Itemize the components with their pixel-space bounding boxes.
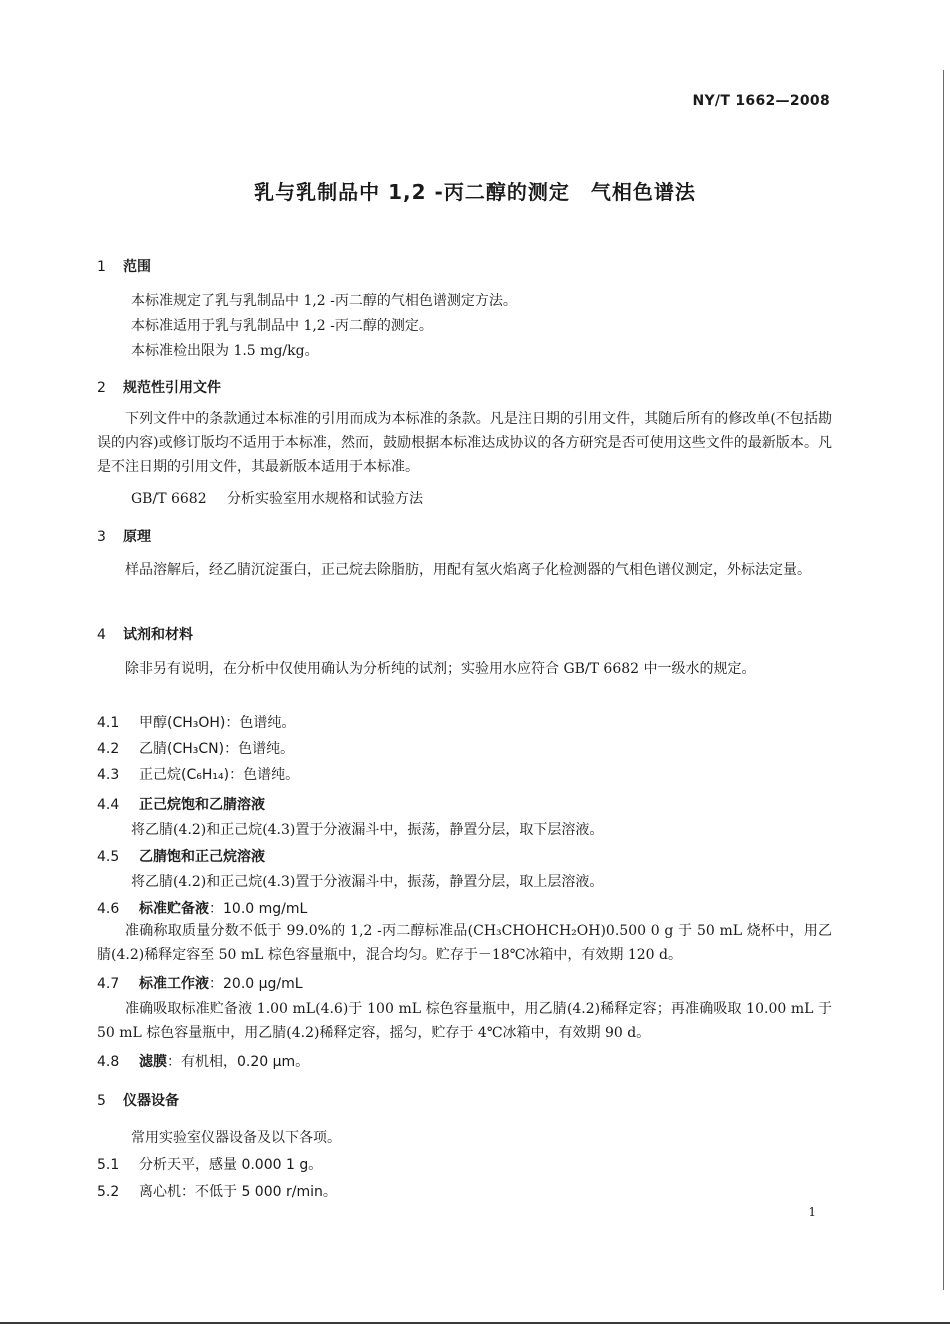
item-number: 4.7 bbox=[97, 976, 120, 992]
section-4-paragraph: 除非另有说明，在分析中仅使用确认为分析纯的试剂；实验用水应符合 GB/T 6682 中一级水的规定。 bbox=[125, 661, 756, 677]
item-number: 4.8 bbox=[97, 1054, 120, 1070]
item-4-7-heading bbox=[97, 973, 303, 993]
item-4-5-text: 将乙腈(4.2)和正己烷(4.3)置于分液漏斗中，振荡，静置分层，取上层溶液。 bbox=[131, 874, 604, 890]
item-4-5-heading bbox=[97, 846, 265, 866]
item-5-1 bbox=[97, 1154, 322, 1174]
item-value: ：10.0 mg/mL bbox=[209, 901, 308, 917]
section-title: 原理 bbox=[123, 529, 151, 545]
normative-reference bbox=[131, 488, 423, 508]
section-number: 5 bbox=[97, 1093, 106, 1109]
item-value: ：有机相，0.20 μm。 bbox=[167, 1054, 310, 1070]
item-title: 标准工作液 bbox=[139, 976, 209, 992]
item-number: 5.1 bbox=[97, 1157, 120, 1173]
item-4-7-text: 准确吸取标准贮备液 1.00 mL(4.6)于 100 mL 棕色容量瓶中，用乙腈(4.2)稀释定容；再准确吸取 10.00 mL 于 50 mL 棕色容量瓶中，用乙腈(4.2)稀释定容，摇匀，贮存于 4℃冰箱中，有效期 90 d。 bbox=[97, 1001, 832, 1041]
section-4-heading bbox=[97, 624, 193, 644]
section-title: 仪器设备 bbox=[123, 1093, 179, 1109]
item-value: ：20.0 μg/mL bbox=[209, 976, 303, 992]
section-title: 试剂和材料 bbox=[123, 627, 193, 643]
item-4-2 bbox=[97, 738, 294, 758]
document-title: 乳与乳制品中 1,2 -丙二醇的测定 气相色谱法 bbox=[254, 180, 696, 204]
section-2-heading bbox=[97, 377, 221, 397]
item-number: 4.2 bbox=[97, 741, 120, 757]
item-title: 滤膜 bbox=[139, 1054, 167, 1070]
item-4-4-heading bbox=[97, 794, 265, 814]
section-5-paragraph: 常用实验室仪器设备及以下各项。 bbox=[131, 1130, 341, 1146]
section-number: 4 bbox=[97, 627, 106, 643]
page-number: 1 bbox=[808, 1205, 816, 1219]
item-4-8 bbox=[97, 1051, 309, 1071]
section-1-line-3: 本标准检出限为 1.5 mg/kg。 bbox=[131, 343, 319, 359]
item-text: 正己烷(C₆H₁₄)：色谱纯。 bbox=[139, 767, 300, 783]
section-5-heading bbox=[97, 1090, 179, 1110]
section-1-line-1: 本标准规定了乳与乳制品中 1,2 -丙二醇的气相色谱测定方法。 bbox=[131, 293, 517, 309]
item-text: 分析天平，感量 0.000 1 g。 bbox=[139, 1157, 323, 1173]
reference-code: GB/T 6682 bbox=[131, 491, 207, 507]
item-number: 4.4 bbox=[97, 797, 120, 813]
section-number: 1 bbox=[97, 259, 106, 275]
item-title: 正己烷饱和乙腈溶液 bbox=[139, 797, 265, 813]
item-4-6-text: 准确称取质量分数不低于 99.0%的 1,2 -丙二醇标准品(CH₃CHOHCH₂OH)0.500 0 g 于 50 mL 烧杯中，用乙腈(4.2)稀释定容至 50 mL 棕色容量瓶中，混合均匀。贮存于－18℃冰箱中，有效期 120 d。 bbox=[97, 923, 832, 963]
item-number: 4.5 bbox=[97, 849, 120, 865]
scan-edge-right bbox=[943, 70, 944, 1290]
standard-code: NY/T 1662—2008 bbox=[692, 93, 830, 109]
section-title: 规范性引用文件 bbox=[123, 380, 221, 396]
item-number: 4.6 bbox=[97, 901, 120, 917]
section-number: 3 bbox=[97, 529, 106, 545]
section-number: 2 bbox=[97, 380, 106, 396]
item-title: 乙腈饱和正己烷溶液 bbox=[139, 849, 265, 865]
item-5-2 bbox=[97, 1181, 337, 1201]
item-4-6-heading bbox=[97, 898, 307, 918]
section-title: 范围 bbox=[123, 259, 151, 275]
scan-edge-bottom bbox=[0, 1322, 950, 1324]
section-3-paragraph: 样品溶解后，经乙腈沉淀蛋白，正己烷去除脂肪，用配有氢火焰离子化检测器的气相色谱仪测定，外标法定量。 bbox=[125, 562, 811, 578]
item-number: 5.2 bbox=[97, 1184, 120, 1200]
item-number: 4.1 bbox=[97, 715, 120, 731]
item-title: 标准贮备液 bbox=[139, 901, 209, 917]
section-3-heading bbox=[97, 526, 151, 546]
reference-title: 分析实验室用水规格和试验方法 bbox=[227, 491, 423, 507]
item-text: 甲醇(CH₃OH)：色谱纯。 bbox=[139, 715, 296, 731]
section-1-heading bbox=[97, 256, 151, 276]
item-4-3 bbox=[97, 764, 299, 784]
item-text: 离心机：不低于 5 000 r/min。 bbox=[139, 1184, 337, 1200]
item-4-1 bbox=[97, 712, 295, 732]
item-4-4-text: 将乙腈(4.2)和正己烷(4.3)置于分液漏斗中，振荡，静置分层，取下层溶液。 bbox=[131, 822, 604, 838]
section-2-paragraph: 下列文件中的条款通过本标准的引用而成为本标准的条款。凡是注日期的引用文件，其随后所有的修改单(不包括勘误的内容)或修订版均不适用于本标准，然而，鼓励根据本标准达成协议的各方研究是否可使用这些文件的最新版本。凡是不注日期的引用文件，其最新版本适用于本标准。 bbox=[97, 411, 832, 475]
item-text: 乙腈(CH₃CN)：色谱纯。 bbox=[139, 741, 295, 757]
section-1-line-2: 本标准适用于乳与乳制品中 1,2 -丙二醇的测定。 bbox=[131, 318, 433, 334]
item-number: 4.3 bbox=[97, 767, 120, 783]
